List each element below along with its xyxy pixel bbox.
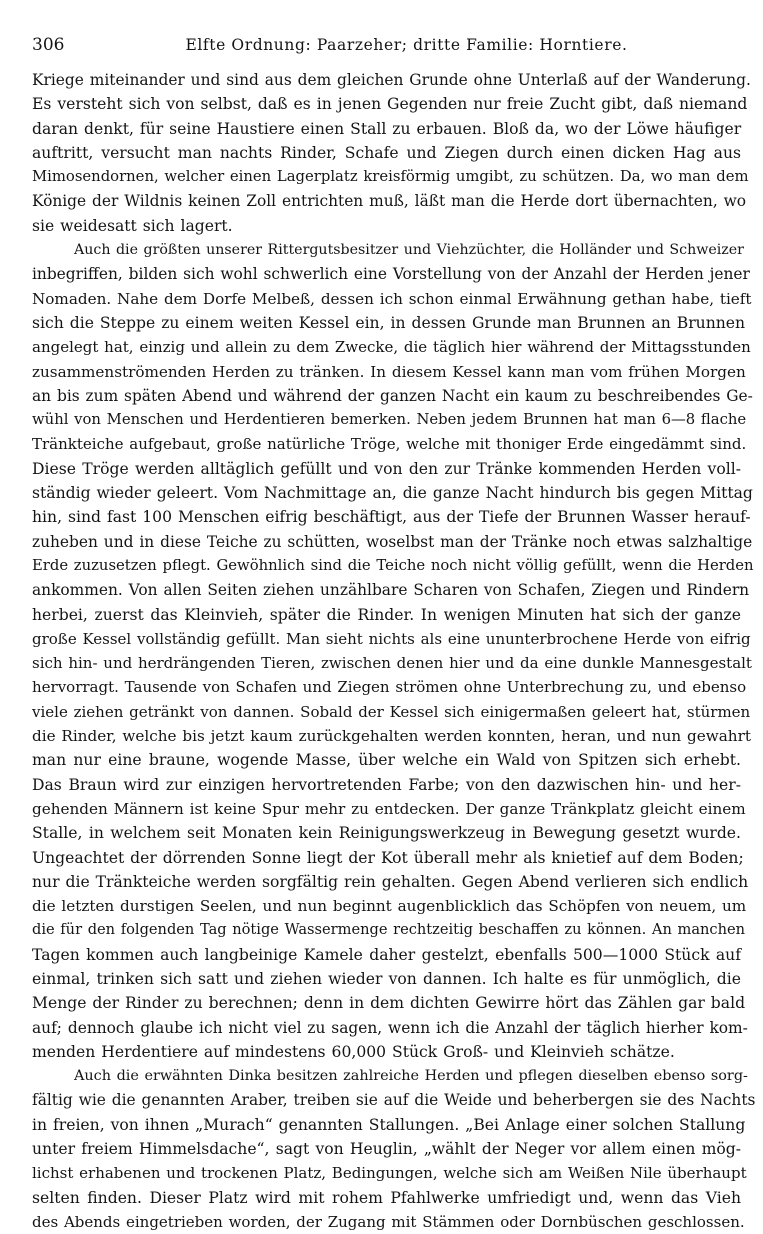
text-line: nur die Tränkteiche werden sorgfältig rein gehalten. Gegen Abend verlieren sich endlich <box>32 872 749 891</box>
text-line: wühl von Menschen und Herdentieren bemerken. Neben jedem Brunnen hat man 6—8 flache <box>32 411 747 429</box>
text-line: zusammenströmenden Herden zu tränken. In diesem Kessel kann man vom frühen Morgen <box>32 362 746 381</box>
text-line: herbei, zuerst das Kleinvieh, später die Rinder. In wenigen Minuten hat sich der ganze <box>32 605 741 624</box>
text-line: in freien, von ihnen „Murach“ genannten Stallungen. „Bei Anlage einer solchen Stallung <box>32 1115 746 1134</box>
text-line: die für den folgenden Tag nötige Wassermenge rechtzeitig beschaffen zu können. An manchen <box>32 921 746 939</box>
text-line: sich hin- und herdrängenden Tieren, zwischen denen hier und da eine dunkle Mannesgestalt <box>32 654 752 673</box>
text-line: Es versteht sich von selbst, daß es in jenen Gegenden nur freie Zucht gibt, daß niemand <box>32 95 748 114</box>
text-line: große Kessel vollständig gefüllt. Man sieht nichts als eine ununterbrochene Herde von eifrig <box>32 629 751 648</box>
text-line: zuheben und in diese Teiche zu schütten, woselbst man der Tränke noch etwas salzhaltige <box>32 532 753 551</box>
text-line: Erde zuzusetzen pflegt. Gewöhnlich sind die Teiche noch nicht völlig gefüllt, wenn die Herden <box>32 556 754 574</box>
text-line: Mimosendornen, welcher einen Lagerplatz kreisförmig umgibt, zu schützen. Da, wo man dem <box>32 168 749 186</box>
text-line: unter freiem Himmelsdache“, sagt von Heuglin, „wählt der Neger vor allem einen mög- <box>32 1140 741 1159</box>
text-line: lichst erhabenen und trockenen Platz, Bedingungen, welche sich am Weißen Nile überhaupt <box>32 1164 747 1183</box>
text-line: Tränkteiche aufgebaut, große natürliche Tröge, welche mit thoniger Erde eingedämmt sind. <box>32 435 747 454</box>
text-line: sie weidesatt sich lagert. <box>32 216 233 235</box>
paragraph <box>32 68 751 238</box>
text-line: hervorragt. Tausende von Schafen und Ziegen strömen ohne Unterbrechung zu, und ebenso <box>32 678 747 697</box>
text-line: Könige der Wildnis keinen Zoll entrichten muß, läßt man die Herde dort übernachten, wo <box>32 192 747 211</box>
text-line: ankommen. Von allen Seiten ziehen unzählbare Scharen von Schafen, Ziegen und Rindern <box>32 581 750 600</box>
text-line: daran denkt, für seine Haustiere einen Stall zu erbauen. Bloß da, wo der Löwe häufiger <box>32 119 742 138</box>
running-head <box>32 30 741 60</box>
text-line: fältig wie die genannten Araber, treiben sie auf die Weide und beherbergen sie des Nachts <box>32 1091 756 1110</box>
text-line: Stalle, in welchem seit Monaten kein Reinigungswerkzeug in Bewegung gesetzt wurde. <box>32 824 741 843</box>
text-line: Auch die größten unserer Rittergutsbesitzer und Viehzüchter, die Holländer und Schweizer <box>74 242 744 259</box>
text-line: Ungeachtet der dörrenden Sonne liegt der Kot überall mehr als knietief auf dem Boden; <box>32 848 744 867</box>
text-line: menden Herdentiere auf mindestens 60,000 Stück Groß- und Kleinvieh schätze. <box>32 1042 675 1061</box>
text-line: die Rinder, welche bis jetzt kaum zurückgehalten werden konnten, heran, und nun gewahrt <box>32 727 751 746</box>
text-line: ständig wieder geleert. Vom Nachmittage an, die ganze Nacht hindurch bis gegen Mittag <box>32 484 753 503</box>
text-line: man nur eine braune, wogende Masse, über welche ein Wald von Spitzen sich erhebt. <box>32 751 741 770</box>
text-line: Diese Tröge werden alltäglich gefüllt und von den zur Tränke kommenden Herden voll- <box>32 459 741 478</box>
text-line: selten finden. Dieser Platz wird mit rohem Pfahlwerke umfriedigt und, wenn das Vieh <box>32 1188 741 1207</box>
running-title: Elfte Ordnung: Paarzeher; dritte Familie: Horntiere. <box>185 36 628 54</box>
text-line: des Abends eingetrieben worden, der Zugang mit Stämmen oder Dornbüschen geschlossen. <box>32 1212 745 1231</box>
text-line: auf; dennoch glaube ich nicht viel zu sagen, wenn ich die Anzahl der täglich hierher kom- <box>32 1018 748 1037</box>
text-line: Auch die erwähnten Dinka besitzen zahlreiche Herden und pflegen dieselben ebenso sorg- <box>74 1068 748 1085</box>
text-line: hin, sind fast 100 Menschen eifrig beschäftigt, aus der Tiefe der Brunnen Wasser herauf- <box>32 508 751 527</box>
text-line: gehenden Männern ist keine Spur mehr zu entdecken. Der ganze Tränkplatz gleicht einem <box>32 799 746 818</box>
text-line: auftritt, versucht man nachts Rinder, Schafe und Ziegen durch einen dicken Hag aus <box>32 143 741 162</box>
text-line: angelegt hat, einzig und allein zu dem Zwecke, die täglich hier während der Mittagsstunden <box>32 338 751 357</box>
text-line: Nomaden. Nahe dem Dorfe Melbeß, dessen ich schon einmal Erwähnung gethan habe, tieft <box>32 289 752 308</box>
text-line: Kriege miteinander und sind aus dem gleichen Grunde ohne Unterlaß auf der Wanderung. <box>32 71 751 89</box>
text-line: die letzten durstigen Seelen, und nun beginnt augenblicklich das Schöpfen von neuem, um <box>32 897 747 916</box>
text-line: sich die Steppe zu einem weiten Kessel ein, in dessen Grunde man Brunnen an Brunnen <box>32 313 746 332</box>
paragraph <box>32 1064 756 1234</box>
text-line: viele ziehen getränkt von dannen. Sobald der Kessel sich einigermaßen geleert hat, stürmen <box>32 702 751 721</box>
body-text <box>32 68 756 1234</box>
text-line: Tagen kommen auch langbeinige Kamele daher gestelzt, ebenfalls 500—1000 Stück auf <box>32 945 741 964</box>
paragraph <box>32 238 754 1064</box>
text-line: Das Braun wird zur einzigen hervortretenden Farbe; von den dazwischen hin- und her- <box>32 775 741 794</box>
text-line: an bis zum späten Abend und während der ganzen Nacht ein kaum zu beschreibendes Ge- <box>32 386 753 405</box>
text-line: einmal, trinken sich satt und ziehen wieder von dannen. Ich halte es für unmöglich, die <box>32 969 741 988</box>
text-line: Menge der Rinder zu berechnen; denn in dem dichten Gewirre hört das Zählen gar bald <box>32 994 746 1013</box>
page-number: 306 <box>32 35 65 55</box>
text-line: inbegriffen, bilden sich wohl schwerlich eine Vorstellung von der Anzahl der Herden jener <box>32 265 750 284</box>
